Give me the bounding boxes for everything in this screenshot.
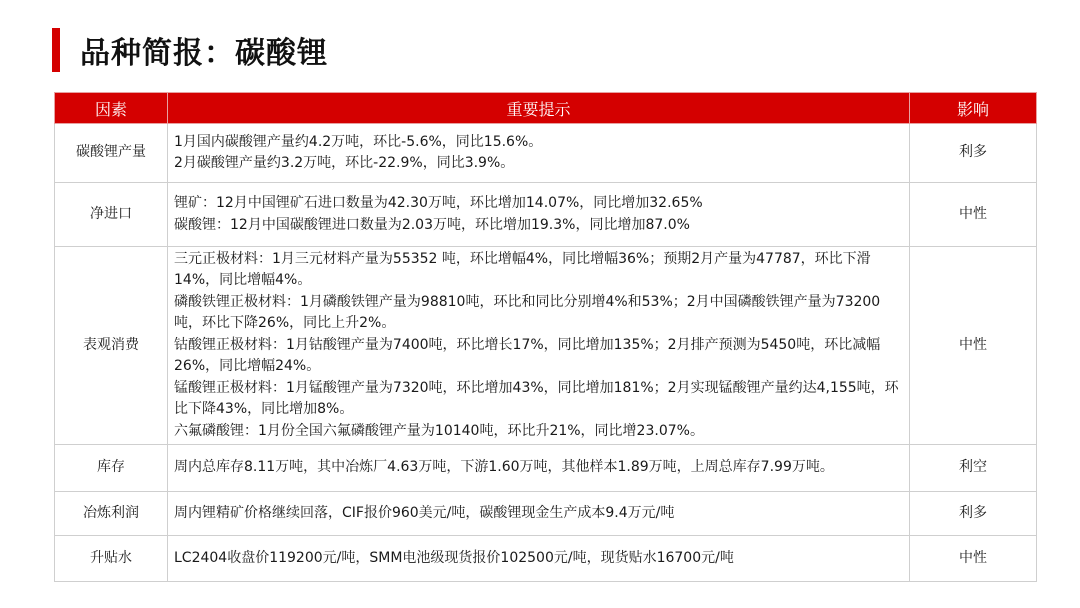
row-factor: 表观消费 <box>55 247 168 445</box>
title-bar <box>52 28 328 72</box>
row-impact: 利多 <box>910 124 1037 183</box>
row-impact: 利多 <box>910 492 1037 536</box>
header-impact: 影响 <box>910 93 1037 124</box>
tip-line: 周内锂精矿价格继续回落，CIF报价960美元/吨，碳酸锂现金生产成本9.4万元/吨 <box>174 504 675 521</box>
tip-line: 六氟磷酸锂：1月份全国六氟磷酸锂产量为10140吨，环比升21%，同比增23.07%。 <box>174 422 704 439</box>
tip-line: 1月国内碳酸锂产量约4.2万吨，环比-5.6%，同比15.6%。 <box>174 133 543 150</box>
table-row <box>55 492 1037 536</box>
page-title: 品种简报：碳酸锂 <box>80 36 328 71</box>
row-impact: 中性 <box>910 536 1037 582</box>
tip-line: 三元正极材料：1月三元材料产量为55352 吨，环比增幅4%，同比增幅36%；预期2月产量为47787，环比下滑14%，同比增幅4%。 <box>174 250 871 289</box>
table-row <box>55 183 1037 247</box>
row-factor: 升贴水 <box>55 536 168 582</box>
row-tips <box>168 445 910 492</box>
table-row <box>55 445 1037 492</box>
table-header-row <box>55 93 1037 124</box>
row-tips <box>168 247 910 445</box>
brief-table <box>54 92 1037 582</box>
table-row <box>55 247 1037 445</box>
row-tips <box>168 124 910 183</box>
row-tips <box>168 536 910 582</box>
tip-line: 周内总库存8.11万吨，其中冶炼厂4.63万吨，下游1.60万吨，其他样本1.89万吨，上周总库存7.99万吨。 <box>174 459 834 476</box>
row-tips <box>168 183 910 247</box>
row-factor: 碳酸锂产量 <box>55 124 168 183</box>
tip-line: 磷酸铁锂正极材料：1月磷酸铁锂产量为98810吨，环比和同比分别增4%和53%；2月中国磷酸铁锂产量为73200吨，环比下降26%，同比上升2%。 <box>174 293 881 332</box>
header-factor: 因素 <box>55 93 168 124</box>
row-impact: 中性 <box>910 247 1037 445</box>
tip-line: 碳酸锂：12月中国碳酸锂进口数量为2.03万吨，环比增加19.3%，同比增加87.0% <box>174 216 690 233</box>
tip-line: 锂矿：12月中国锂矿石进口数量为42.30万吨，环比增加14.07%，同比增加32.65% <box>174 195 703 211</box>
row-tips <box>168 492 910 536</box>
row-impact: 利空 <box>910 445 1037 492</box>
table-row <box>55 124 1037 183</box>
tip-line: 锰酸锂正极材料：1月锰酸锂产量为7320吨，环比增加43%，同比增加181%；2月实现锰酸锂产量约达4,155吨，环比下降43%，同比增加8%。 <box>174 379 899 418</box>
header-tips: 重要提示 <box>168 93 910 124</box>
tip-line: 2月碳酸锂产量约3.2万吨，环比-22.9%，同比3.9%。 <box>174 155 515 171</box>
table-row <box>55 536 1037 582</box>
title-accent-bar <box>52 28 60 72</box>
row-factor: 净进口 <box>55 183 168 247</box>
row-factor: 冶炼利润 <box>55 492 168 536</box>
row-impact: 中性 <box>910 183 1037 247</box>
tip-line: LC2404收盘价119200元/吨，SMM电池级现货报价102500元/吨，现货贴水16700元/吨 <box>174 549 734 566</box>
tip-line: 钴酸锂正极材料：1月钴酸锂产量为7400吨，环比增长17%，同比增加135%；2月排产预测为5450吨，环比减幅26%，同比增幅24%。 <box>174 336 881 375</box>
row-factor: 库存 <box>55 445 168 492</box>
